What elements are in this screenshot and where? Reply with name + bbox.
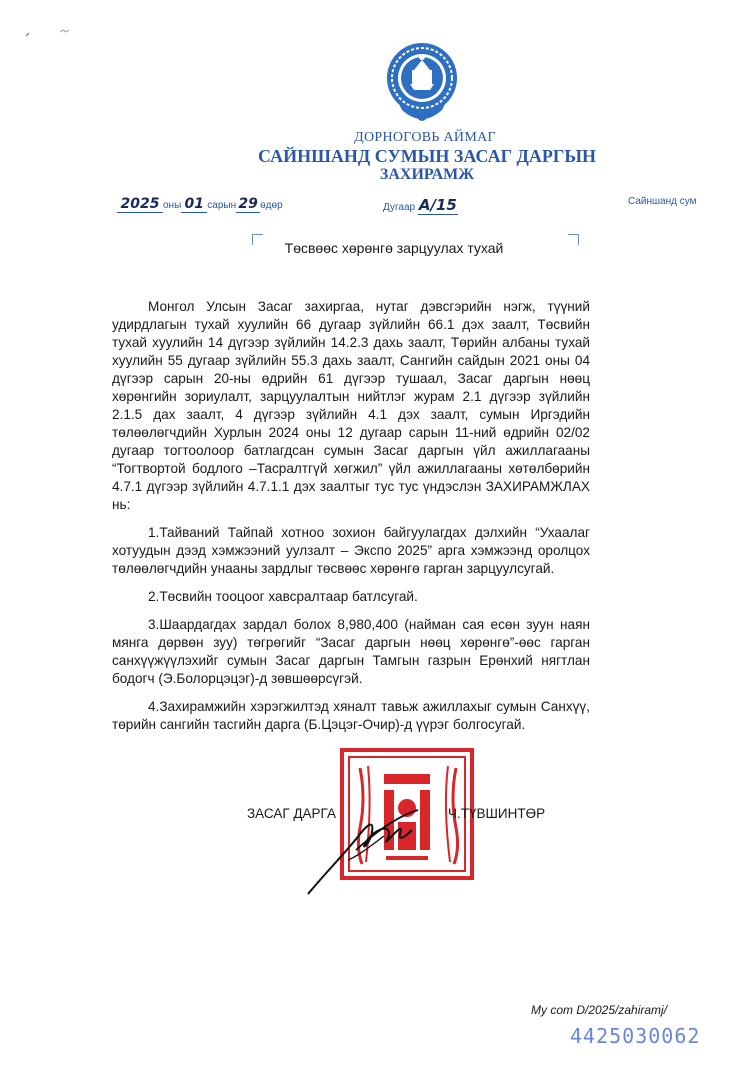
body-paragraph: 3.Шаардагдах зардал болох 8,980,400 (найман сая есөн зуун наян мянга дөрвөн зуу) төгрөгийг “Засаг даргын нөөц хөрөнгө”-өөс гарган санхүүжүүлэхийг сумын Засаг даргын Тамгын газрын Ерөнхий нягтлан бодогч (Э.Болорцэцэг)-д зөвшөөрсүгэй. <box>112 617 590 686</box>
document-body <box>112 298 590 744</box>
date-day-suffix: өдөр <box>260 200 283 211</box>
body-paragraph: 4.Захирамжийн хэрэгжилтэд хяналт тавьж ажиллахыг сумын Санхүү, төрийн сангийн тасгийн дарга (Б.Цэцэг-Очир)-д үүрэг болгосугай. <box>112 699 590 732</box>
date-day: 29 <box>236 196 260 213</box>
handwritten-signature-icon <box>288 790 468 900</box>
body-paragraph: Монгол Улсын Засаг захиргаа, нутаг дэвсгэрийн нэгж, түүний удирдлагын тухай хуулийн 66 дугаар зүйлийн 66.1 дэх заалт, Төсвийн тухай хуулийн 14 дүгээр зүйлийн 14.2.3 дахь заалт, Төрийн албаны тухай хуулийн 55 дугаар зүйлийн 55.3 дахь заалт, Сангийн сайдын 2021 оны 04 дүгээр сарын 20-ны өдрийн 61 дүгээр тушаал, Засаг даргын нөөц хөрөнгийн зориулалт, зарцуулалтын нийтлэг журам 2.1 дүгээр зүйлийн 2.1.5 дах заалт, 4 дүгээр зүйлийн 4.1 дэх заалт, сумын Иргэдийн төлөөлөгчдийн Хурлын 2024 оны 12 дугаар сарын 11-ний өдрийн 02/02 дугаар тогтоолоор батлагдсан сумын Засаг даргын үйл ажиллагааны “Тогтвортой бодлого –Тасралтгүй хөгжил” үйл ажиллагааны хөтөлбөрийн 4.7.1 дүгээр зүйлийн 4.7.1.1 дэх заалтыг тус тус үндэслэн ЗАХИРАМЖЛАХ нь: <box>112 299 590 512</box>
footer-reference-code: My com D/2025/zahiramj/ <box>531 1003 668 1017</box>
mongolia-state-emblem-icon <box>384 40 460 130</box>
signatory-name: Ч.ТҮВШИНТӨР <box>448 806 546 821</box>
number-label: Дугаар <box>383 202 416 213</box>
document-date <box>117 196 283 213</box>
footer-serial-number: 4425030062 <box>570 1024 701 1048</box>
body-paragraph: 2.Төсвийн тооцоог хавсралтаар батлсугай. <box>148 589 418 604</box>
date-month: 01 <box>181 196 207 213</box>
header-aimag: ДОРНОГОВЬ АЙМАГ <box>354 130 496 145</box>
number-value: A/15 <box>418 196 457 214</box>
document-subject: Төсвөөс хөрөнгө зарцуулах тухай <box>284 240 504 256</box>
signatory-title: ЗАСАГ ДАРГА <box>247 806 336 821</box>
header-office: САЙНШАНД СУМЫН ЗАСАГ ДАРГЫН <box>257 146 597 166</box>
date-month-suffix: сарын <box>207 200 237 211</box>
scan-mark-icon <box>22 22 76 42</box>
date-year: 2025 <box>117 196 163 213</box>
header-doc-type: ЗАХИРАМЖ <box>379 166 475 183</box>
document-place: Сайншанд сум <box>628 196 697 207</box>
date-year-suffix: оны <box>163 200 182 211</box>
body-paragraph: 1.Тайваний Тайпай хотноо зохион байгуулагдах дэлхийн “Ухаалаг хотуудын дээд хэмжээний уулзалт – Экспо 2025” арга хэмжээнд оролцох төлөөлөгчдийн унааны зардлыг төсвөөс хөрөнгө гарган зарцуулсугай. <box>112 525 590 576</box>
document-number <box>383 196 458 215</box>
